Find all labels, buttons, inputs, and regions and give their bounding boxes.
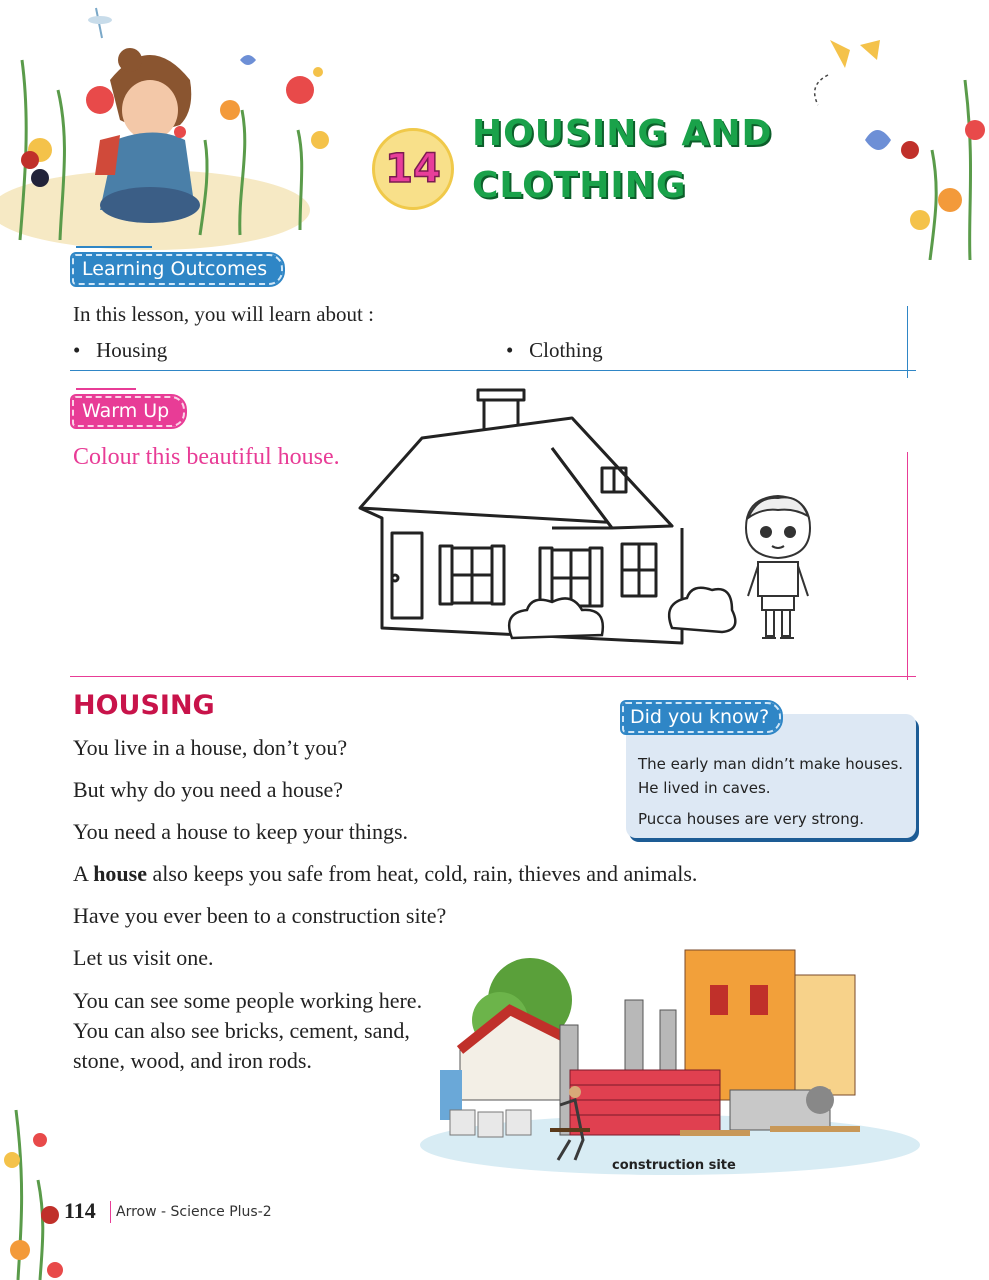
house-para-rest: also keeps you safe from heat, cold, rain, thieves and animals.	[146, 861, 698, 886]
warm-up-tab: Warm Up	[72, 396, 185, 427]
chapter-title	[472, 108, 812, 212]
learning-outcome-label: Clothing	[529, 338, 603, 362]
did-you-know-line: The early man didn’t make houses.	[638, 755, 904, 773]
learning-outcomes-tab: Learning Outcomes	[72, 254, 283, 285]
chapter-badge	[372, 128, 454, 210]
learning-outcomes-margin-line	[907, 306, 908, 378]
warm-up-instruction: Colour this beautiful house.	[73, 444, 340, 470]
housing-paragraph: You can see some people working here. You can also see bricks, cement, sand, stone, wood, and iron rods.	[73, 988, 423, 1073]
housing-paragraph: Have you ever been to a construction site?	[73, 903, 447, 928]
learning-outcomes-intro: In this lesson, you will learn about :	[73, 302, 374, 326]
housing-paragraph: But why do you need a house?	[73, 777, 344, 802]
chapter-number: 14	[385, 146, 441, 192]
chapter-title-line1: HOUSING AND	[472, 113, 773, 154]
did-you-know-tab: Did you know?	[622, 702, 781, 733]
construction-site-caption: construction site	[612, 1158, 736, 1173]
header-butterfly-flowers-illustration	[800, 20, 989, 260]
footer-separator	[110, 1201, 111, 1223]
learning-outcome-item: • Housing	[73, 338, 168, 362]
learning-outcome-label: Housing	[96, 338, 168, 362]
learning-outcome-item: • Clothing	[506, 338, 603, 362]
house-colouring-illustration	[352, 378, 772, 668]
construction-site-illustration	[410, 930, 920, 1175]
chapter-title-line2: CLOTHING	[472, 165, 687, 206]
book-title: Arrow - Science Plus-2	[116, 1204, 272, 1220]
did-you-know-line: Pucca houses are very strong.	[638, 810, 865, 828]
header-girl-flowers-illustration	[0, 0, 370, 250]
did-you-know-line: He lived in caves.	[638, 779, 771, 797]
page-number: 114	[64, 1198, 96, 1223]
housing-paragraph: Let us visit one.	[73, 945, 214, 970]
housing-paragraph: You live in a house, don’t you?	[73, 735, 348, 760]
warm-up-divider	[70, 676, 916, 677]
housing-heading: HOUSING	[73, 690, 215, 721]
warm-up-tab-line	[76, 388, 136, 390]
footer-flowers-illustration	[0, 1100, 70, 1280]
learning-outcomes-divider	[70, 370, 916, 371]
housing-paragraph: You need a house to keep your things.	[73, 819, 409, 844]
house-term: house	[93, 861, 147, 886]
house-para-prefix: A	[73, 861, 94, 886]
learning-outcomes-tab-line	[76, 246, 152, 248]
boy-illustration	[728, 488, 828, 648]
warm-up-margin-line	[907, 452, 908, 680]
housing-paragraph	[73, 860, 697, 888]
